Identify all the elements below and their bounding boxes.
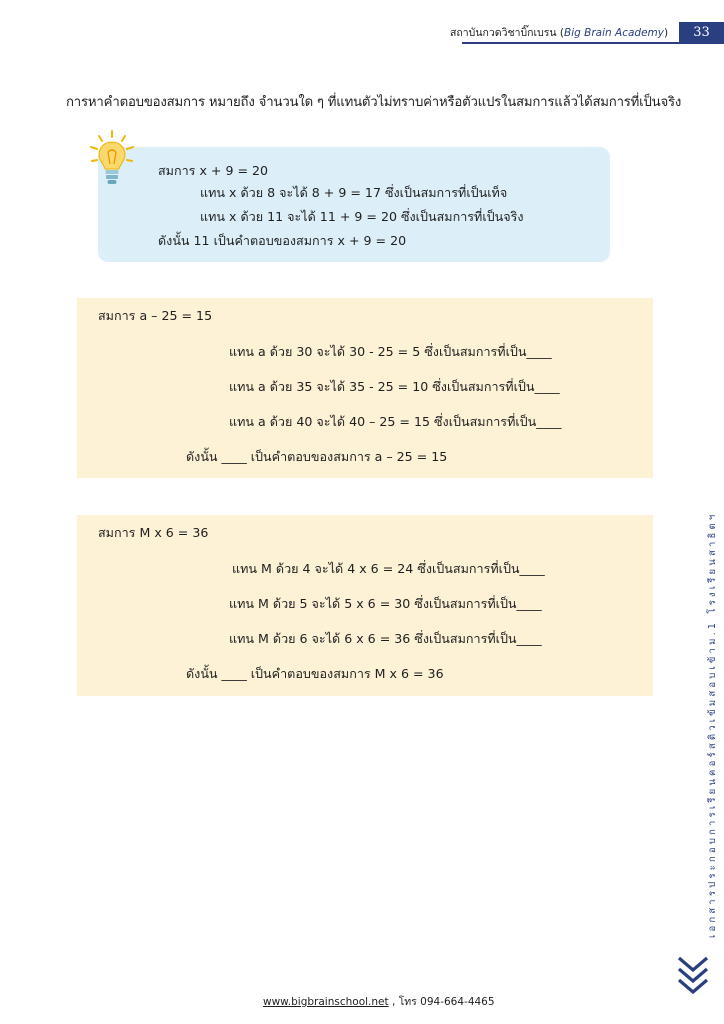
double-chevron-down-icon [676,954,710,1000]
example-equation: สมการ x + 9 = 20 [158,163,269,178]
exercise-1-trial-3: แทน a ด้วย 40 จะได้ 40 – 25 = 15 ซึ่งเป็นสมการที่เป็น____ [229,414,562,429]
example-trial-2: แทน x ด้วย 11 จะได้ 11 + 9 = 20 ซึ่งเป็นสมการที่เป็นจริง [200,209,524,224]
exercise-1-equation: สมการ a – 25 = 15 [98,308,213,323]
example-conclusion: ดังนั้น 11 เป็นคำตอบของสมการ x + 9 = 20 [158,233,407,248]
exercise-2-trial-3: แทน M ด้วย 6 จะได้ 6 x 6 = 36 ซึ่งเป็นสมการที่เป็น____ [229,631,542,646]
exercise-1-conclusion: ดังนั้น ____ เป็นคำตอบของสมการ a – 25 = 15 [186,449,448,464]
exercise-2-trial-1: แทน M ด้วย 4 จะได้ 4 x 6 = 24 ซึ่งเป็นสมการที่เป็น____ [232,561,545,576]
header-institute: สถาบันกวดวิชาบิ๊กเบรน (Big Brain Academy) [450,27,669,39]
intro-text: การหาคำตอบของสมการ หมายถึง จำนวนใด ๆ ที่แทนตัวไม่ทราบค่าหรือตัวแปรในสมการแล้วได้สมการที่เป็นจริง [66,95,682,110]
exercise-2-trial-2: แทน M ด้วย 5 จะได้ 5 x 6 = 30 ซึ่งเป็นสมการที่เป็น____ [229,596,542,611]
header-institute-en: Big Brain Academy [564,27,664,39]
footer-url[interactable]: www.bigbrainschool.net [263,996,389,1008]
exercise-1-trial-1: แทน a ด้วย 30 จะได้ 30 - 25 = 5 ซึ่งเป็นสมการที่เป็น____ [229,344,552,359]
page-number: 33 [679,22,724,44]
exercise-2-equation: สมการ M x 6 = 36 [98,525,209,540]
exercise-2-conclusion: ดังนั้น ____ เป็นคำตอบของสมการ M x 6 = 36 [186,666,444,681]
footer [263,993,495,1010]
example-trial-1: แทน x ด้วย 8 จะได้ 8 + 9 = 17 ซึ่งเป็นสมการที่เป็นเท็จ [200,185,508,200]
side-caption: เอกสารประกอบการเรียนคอร์สติวเข้มสอบเข้าม.1 โรงเรียนสาธิตฯ [707,511,718,938]
exercise-1-trial-2: แทน a ด้วย 35 จะได้ 35 - 25 = 10 ซึ่งเป็นสมการที่เป็น____ [229,379,560,394]
footer-phone: , โทร 094-664-4465 [388,996,495,1008]
lightbulb-icon [88,128,136,192]
